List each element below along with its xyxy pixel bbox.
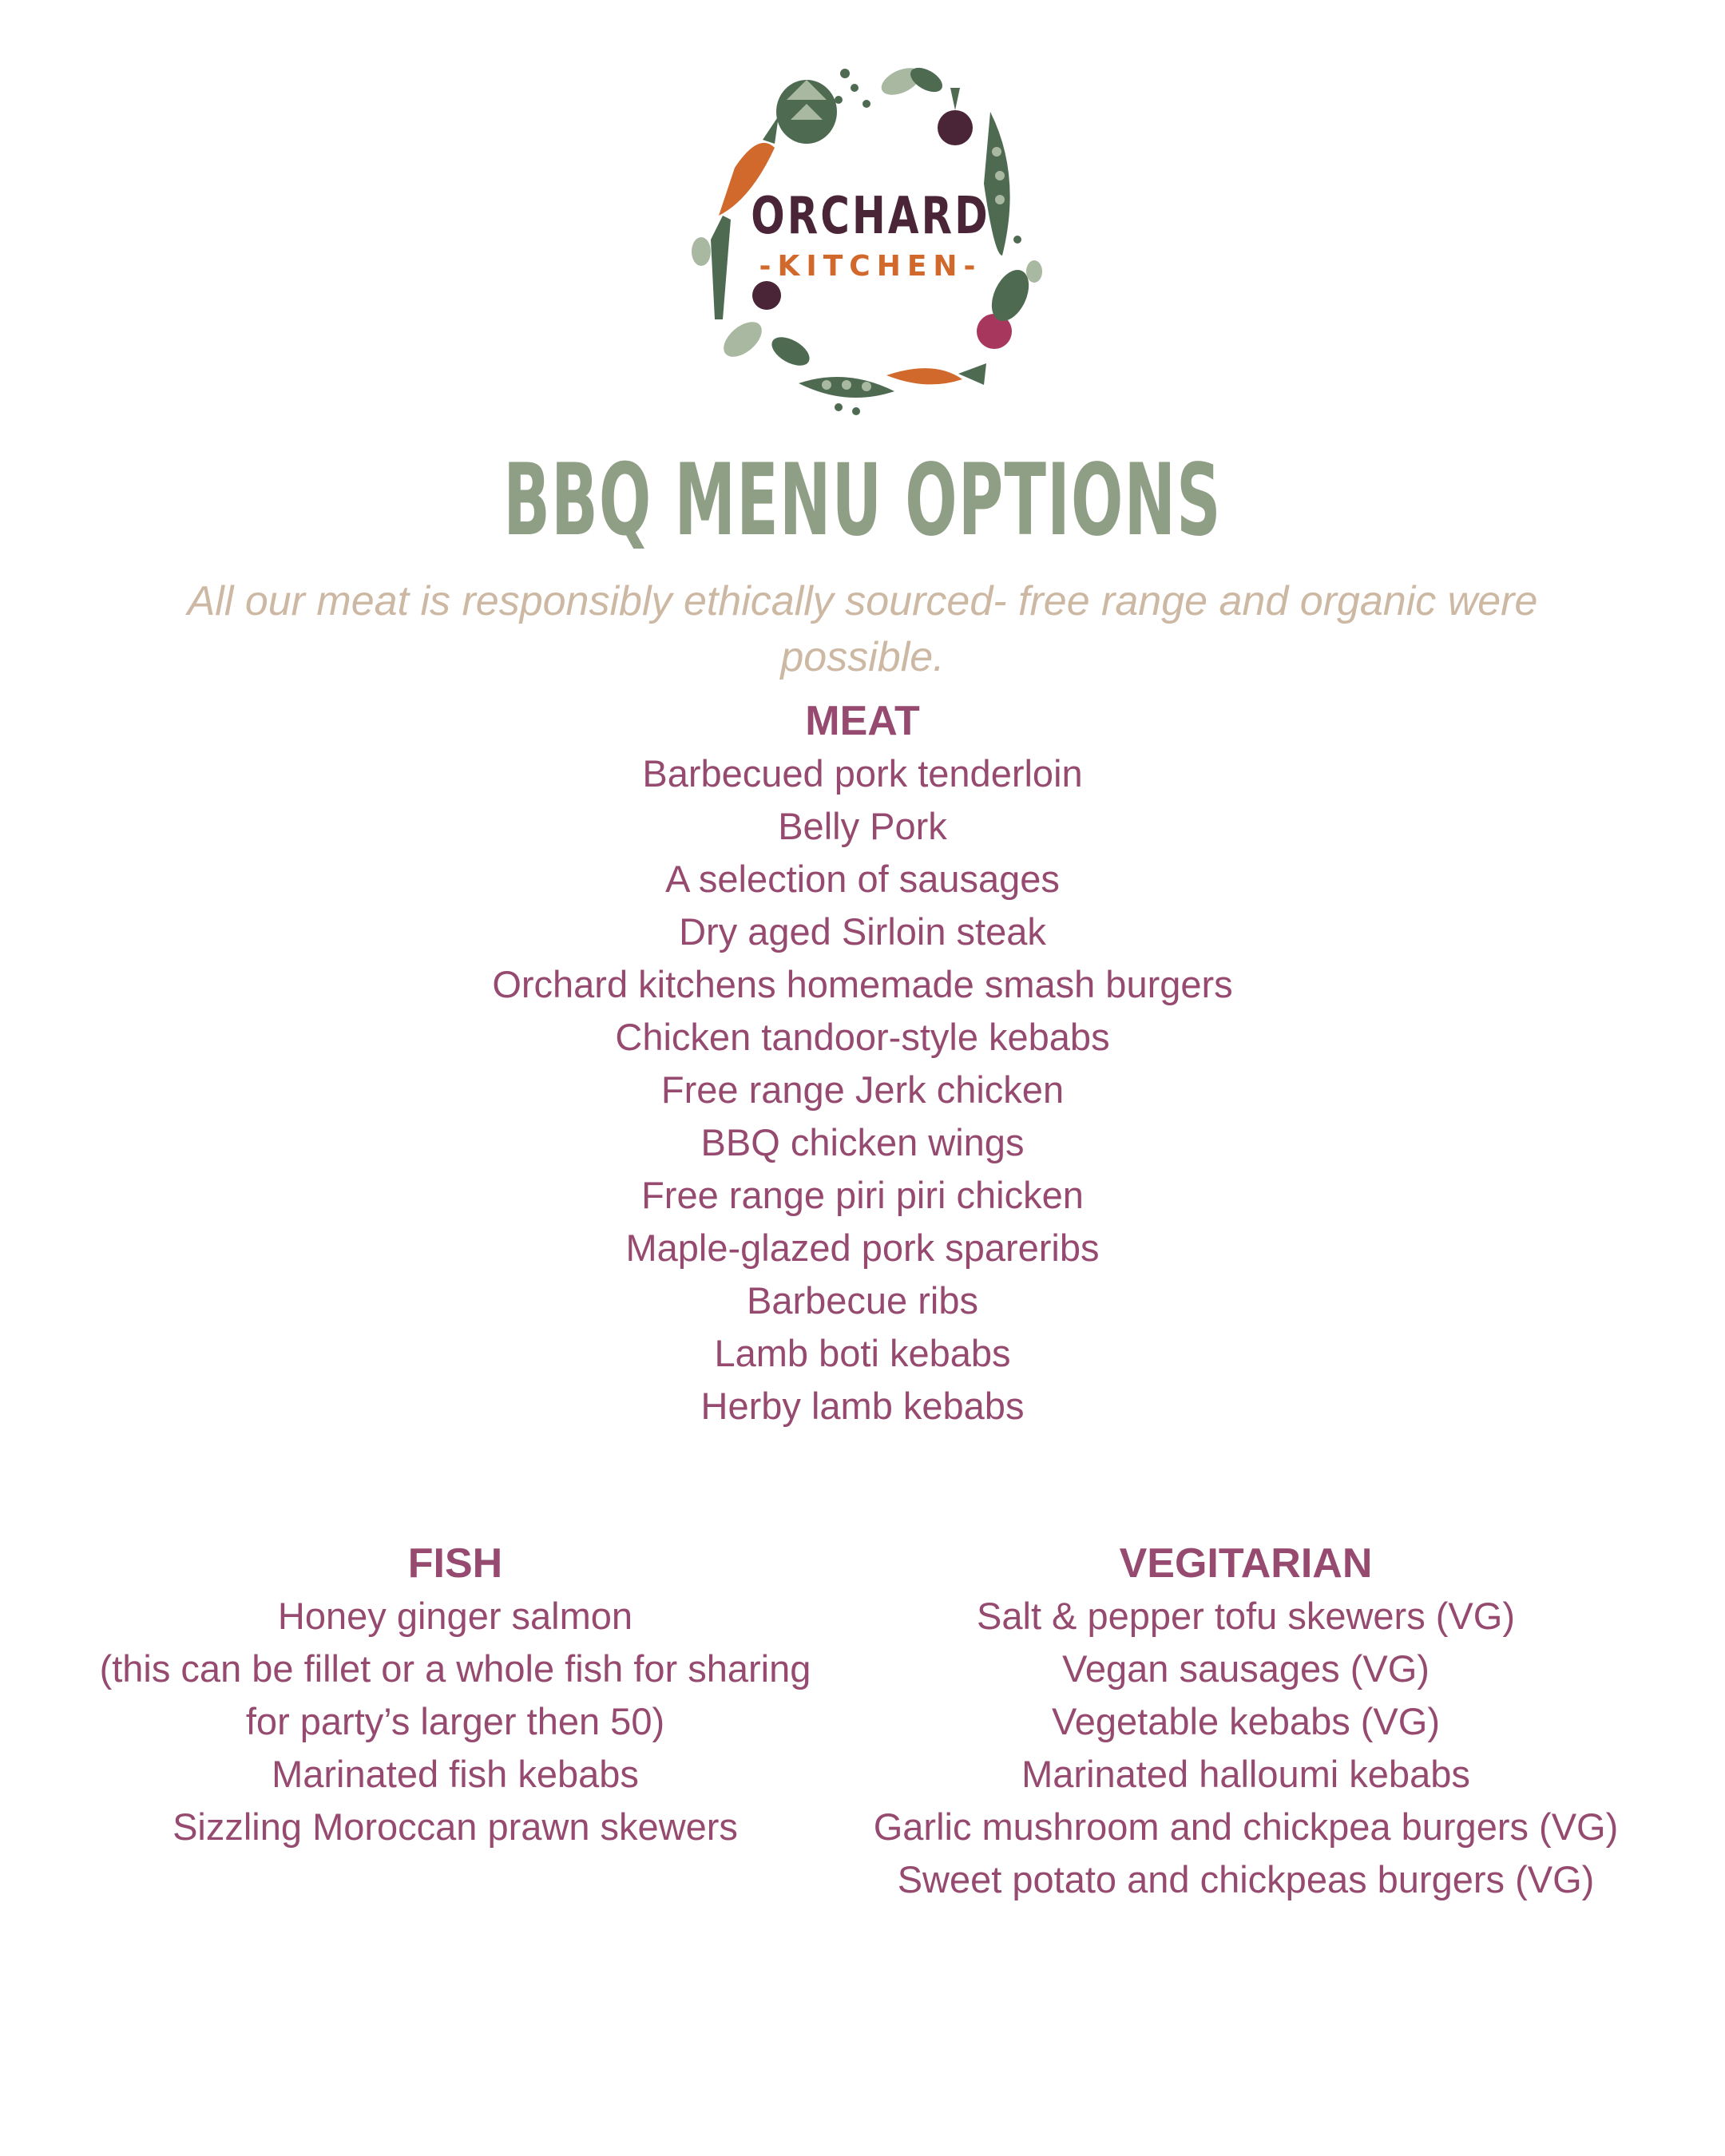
menu-item: Marinated halloumi kebabs [1021,1753,1470,1795]
meat-heading: MEAT [805,698,920,744]
meat-section [303,695,1422,1433]
menu-item: Salt & pepper tofu skewers (VG) [977,1595,1515,1637]
menu-item: Belly Pork [778,805,947,847]
vegetarian-heading: VEGITARIAN [1119,1540,1373,1587]
logo-orchard-text: ORCHARD [751,185,990,246]
menu-item: Sweet potato and chickpeas burgers (VG) [897,1858,1595,1900]
menu-item: BBQ chicken wings [700,1121,1025,1163]
menu-item: Chicken tandoor-style kebabs [615,1016,1110,1058]
orchard-kitchen-logo [687,56,1054,423]
menu-item: Herby lamb kebabs [700,1385,1025,1427]
menu-item: A selection of sausages [665,858,1060,900]
menu-item: Garlic mushroom and chickpea burgers (VG) [873,1805,1619,1848]
menu-item: Free range piri piri chicken [641,1174,1084,1216]
menu-item: Orchard kitchens homemade smash burgers [492,963,1233,1005]
vegetarian-section [870,1537,1621,1906]
vegetable-wreath-logo [687,56,1054,423]
menu-item: Sizzling Moroccan prawn skewers [172,1805,738,1848]
fish-section [96,1537,815,1853]
menu-item: Dry aged Sirloin steak [679,910,1046,953]
menu-item: Honey ginger salmon [277,1595,633,1637]
menu-item: Vegan sausages (VG) [1062,1647,1430,1690]
menu-item: Lamb boti kebabs [714,1332,1011,1374]
page-subtitle: All our meat is responsibly ethically sourced- free range and organic were possible. [187,578,1538,680]
menu-item: Maple-glazed pork spareribs [625,1227,1100,1269]
menu-item: Barbecued pork tenderloin [642,752,1083,795]
menu-item: Free range Jerk chicken [660,1068,1065,1111]
menu-item: Barbecue ribs [747,1279,978,1322]
logo-kitchen-text: -KITCHEN- [759,250,982,283]
menu-item: Marinated fish kebabs [272,1753,639,1795]
menu-item: Vegetable kebabs (VG) [1052,1700,1440,1742]
menu-item: (this can be fillet or a whole fish for sharing for party’s larger then 50) [99,1647,811,1742]
fish-heading: FISH [407,1540,503,1587]
page-title: BBQ MENU OPTIONS [503,443,1222,558]
